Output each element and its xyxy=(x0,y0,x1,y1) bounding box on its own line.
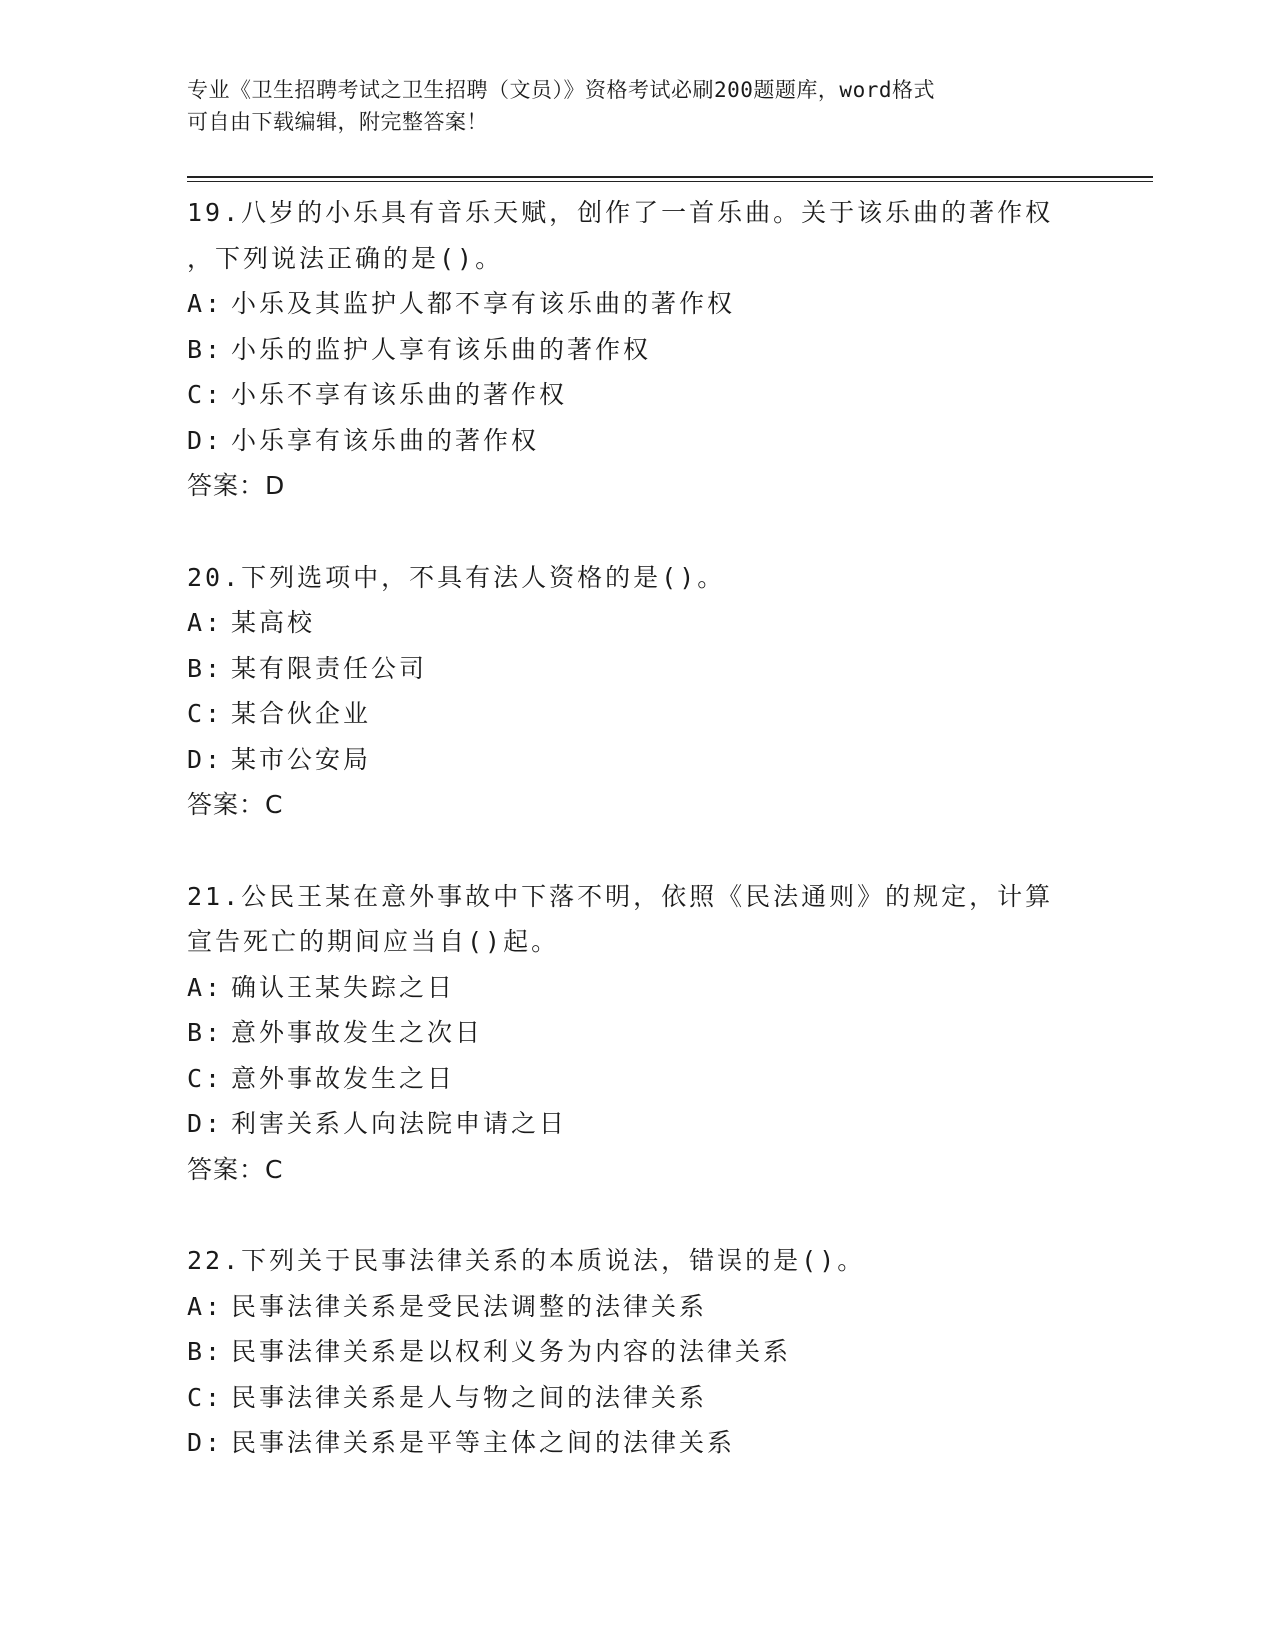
option-letter: A: xyxy=(187,972,224,1002)
header-divider-thin xyxy=(187,181,1153,182)
option-a xyxy=(187,1284,1087,1330)
option-letter: B: xyxy=(187,1337,224,1366)
option-text: 某市公安局 xyxy=(231,744,372,774)
option-d xyxy=(187,1420,1087,1466)
option-letter: D: xyxy=(187,1428,224,1457)
option-text: 民事法律关系是平等主体之间的法律关系 xyxy=(231,1428,736,1457)
option-text: 小乐及其监护人都不享有该乐曲的著作权 xyxy=(231,289,736,318)
option-letter: D: xyxy=(187,744,224,774)
document-header xyxy=(187,74,1067,138)
option-text: 民事法律关系是受民法调整的法律关系 xyxy=(231,1291,708,1321)
option-b xyxy=(187,646,1087,692)
option-b xyxy=(187,1010,1087,1056)
answer-line: 答案：D xyxy=(187,471,286,500)
option-a xyxy=(187,965,1087,1011)
question-list xyxy=(187,190,1087,1466)
option-d xyxy=(187,418,1087,464)
option-text: 意外事故发生之日 xyxy=(231,1063,456,1093)
option-letter: C: xyxy=(187,380,224,409)
option-text: 小乐享有该乐曲的著作权 xyxy=(231,425,540,455)
option-letter: A: xyxy=(187,289,224,318)
option-text: 利害关系人向法院申请之日 xyxy=(231,1109,568,1138)
option-a xyxy=(187,600,1087,646)
option-letter: D: xyxy=(187,1109,224,1138)
option-letter: A: xyxy=(187,608,224,637)
option-letter: B: xyxy=(187,334,224,364)
question-gap xyxy=(187,828,1087,874)
question-text: 宣告死亡的期间应当自()起。 xyxy=(187,927,560,956)
option-text: 意外事故发生之次日 xyxy=(231,1018,484,1047)
option-text: 小乐的监护人享有该乐曲的著作权 xyxy=(231,334,652,364)
option-letter: B: xyxy=(187,653,224,683)
option-d xyxy=(187,1101,1087,1147)
option-a xyxy=(187,281,1087,327)
option-letter: A: xyxy=(187,1291,224,1321)
option-text: 确认王某失踪之日 xyxy=(231,972,456,1002)
option-letter: C: xyxy=(187,1063,224,1093)
question-22 xyxy=(187,1238,1087,1466)
header-divider-thick xyxy=(187,176,1153,178)
question-19 xyxy=(187,190,1087,509)
question-text: 19.八岁的小乐具有音乐天赋，创作了一首乐曲。关于该乐曲的著作权 xyxy=(187,198,1054,227)
question-text: ，下列说法正确的是()。 xyxy=(187,243,504,273)
option-text: 民事法律关系是以权利义务为内容的法律关系 xyxy=(231,1337,792,1366)
option-c xyxy=(187,1056,1087,1102)
option-text: 某有限责任公司 xyxy=(231,653,428,683)
answer-line: 答案：C xyxy=(187,790,284,819)
option-letter: B: xyxy=(187,1018,224,1047)
option-c xyxy=(187,1375,1087,1421)
option-c xyxy=(187,372,1087,418)
header-line-1: 专业《卫生招聘考试之卫生招聘（文员）》资格考试必刷200题题库，word格式 xyxy=(187,78,935,102)
question-gap xyxy=(187,509,1087,555)
answer-line: 答案：C xyxy=(187,1154,284,1184)
option-d xyxy=(187,737,1087,783)
option-text: 某合伙企业 xyxy=(231,699,372,728)
option-text: 某高校 xyxy=(231,608,316,637)
question-gap xyxy=(187,1192,1087,1238)
option-text: 小乐不享有该乐曲的著作权 xyxy=(231,380,568,409)
option-c xyxy=(187,691,1087,737)
question-20 xyxy=(187,555,1087,828)
option-letter: C: xyxy=(187,1382,224,1412)
option-b xyxy=(187,1329,1087,1375)
option-text: 民事法律关系是人与物之间的法律关系 xyxy=(231,1382,708,1412)
header-line-2: 可自由下载编辑，附完整答案！ xyxy=(187,110,488,134)
question-text: 20.下列选项中，不具有法人资格的是()。 xyxy=(187,562,726,592)
question-text: 21.公民王某在意外事故中下落不明，依照《民法通则》的规定，计算 xyxy=(187,881,1054,911)
option-letter: D: xyxy=(187,425,224,455)
question-text: 22.下列关于民事法律关系的本质说法，错误的是()。 xyxy=(187,1246,866,1275)
question-21 xyxy=(187,874,1087,1193)
option-letter: C: xyxy=(187,699,224,728)
option-b xyxy=(187,327,1087,373)
